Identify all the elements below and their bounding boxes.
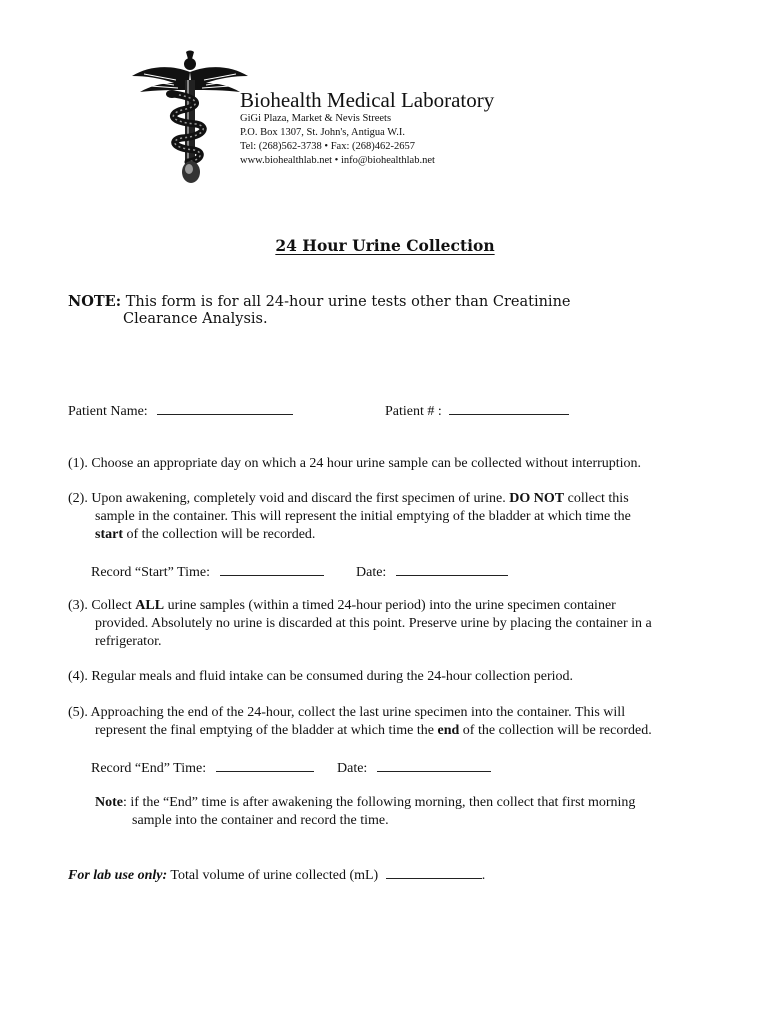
address-line-1: GiGi Plaza, Market & Nevis Streets [240, 113, 392, 124]
start-date-row [356, 562, 508, 582]
patient-number-label: Patient # : [385, 404, 442, 419]
step-4: (4). Regular meals and fluid intake can be consumed during the 24-hour collection period. [68, 669, 574, 684]
end-time-row [91, 758, 314, 778]
note-paragraph: NOTE: This form is for all 24-hour urine tests other than Creatinine [68, 293, 571, 310]
step-3-line-3: refrigerator. [95, 634, 162, 649]
end-time-label: Record “End” Time: [91, 761, 207, 776]
note-label: NOTE: [68, 293, 122, 310]
step-2-line-3: start of the collection will be recorded. [95, 527, 316, 542]
lab-use-label: For lab use only: [68, 868, 168, 883]
patient-number-field[interactable] [449, 401, 569, 415]
step-5-line-1: (5). Approaching the end of the 24-hour, collect the last urine specimen into the container. This will [68, 705, 626, 720]
urine-volume-field[interactable] [386, 865, 482, 879]
start-time-field[interactable] [220, 562, 324, 576]
step-3-line-2: provided. Absolutely no urine is discarded at this point. Preserve urine by placing the container in a [95, 616, 652, 631]
start-date-field[interactable] [396, 562, 508, 576]
caduceus-icon [130, 50, 250, 186]
patient-number-row [385, 401, 569, 421]
start-date-label: Date: [356, 565, 387, 580]
patient-name-field[interactable] [157, 401, 293, 415]
end-time-note-label: Note [95, 795, 123, 810]
end-time-note-line-1: Note: if the “End” time is after awakening the following morning, then collect that first morning [95, 795, 636, 810]
end-time-note-line-2: sample into the container and record the time. [132, 813, 389, 828]
lab-use-row: For lab use only: Total volume of urine collected (mL) . [68, 865, 485, 885]
end-date-field[interactable] [377, 758, 491, 772]
lab-name: Biohealth Medical Laboratory [240, 88, 495, 112]
step-2-line-1: (2). Upon awakening, completely void and discard the first specimen of urine. DO NOT collect this [68, 491, 629, 506]
patient-name-row [68, 401, 293, 421]
phone-fax-line: Tel: (268)562-3738 • Fax: (268)462-2657 [240, 141, 415, 152]
start-time-row [91, 562, 324, 582]
web-email-line: www.biohealthlab.net • info@biohealthlab.net [240, 155, 435, 166]
end-date-row [337, 758, 491, 778]
address-line-2: P.O. Box 1307, St. John's, Antigua W.I. [240, 127, 405, 138]
step-2-line-2: sample in the container. This will represent the initial emptying of the bladder at which time the [95, 509, 631, 524]
end-time-field[interactable] [216, 758, 314, 772]
step-3-line-1: (3). Collect ALL urine samples (within a timed 24-hour period) into the urine specimen container [68, 598, 616, 613]
start-time-label: Record “Start” Time: [91, 565, 210, 580]
step-5-line-2: represent the final emptying of the bladder at which time the end of the collection will be recorded. [95, 723, 652, 738]
end-date-label: Date: [337, 761, 368, 776]
step-1: (1). Choose an appropriate day on which a 24 hour urine sample can be collected without interruption. [68, 456, 642, 471]
page-title: 24 Hour Urine Collection [275, 236, 495, 255]
note-line-2: Clearance Analysis. [123, 311, 268, 327]
patient-name-label: Patient Name: [68, 404, 148, 419]
